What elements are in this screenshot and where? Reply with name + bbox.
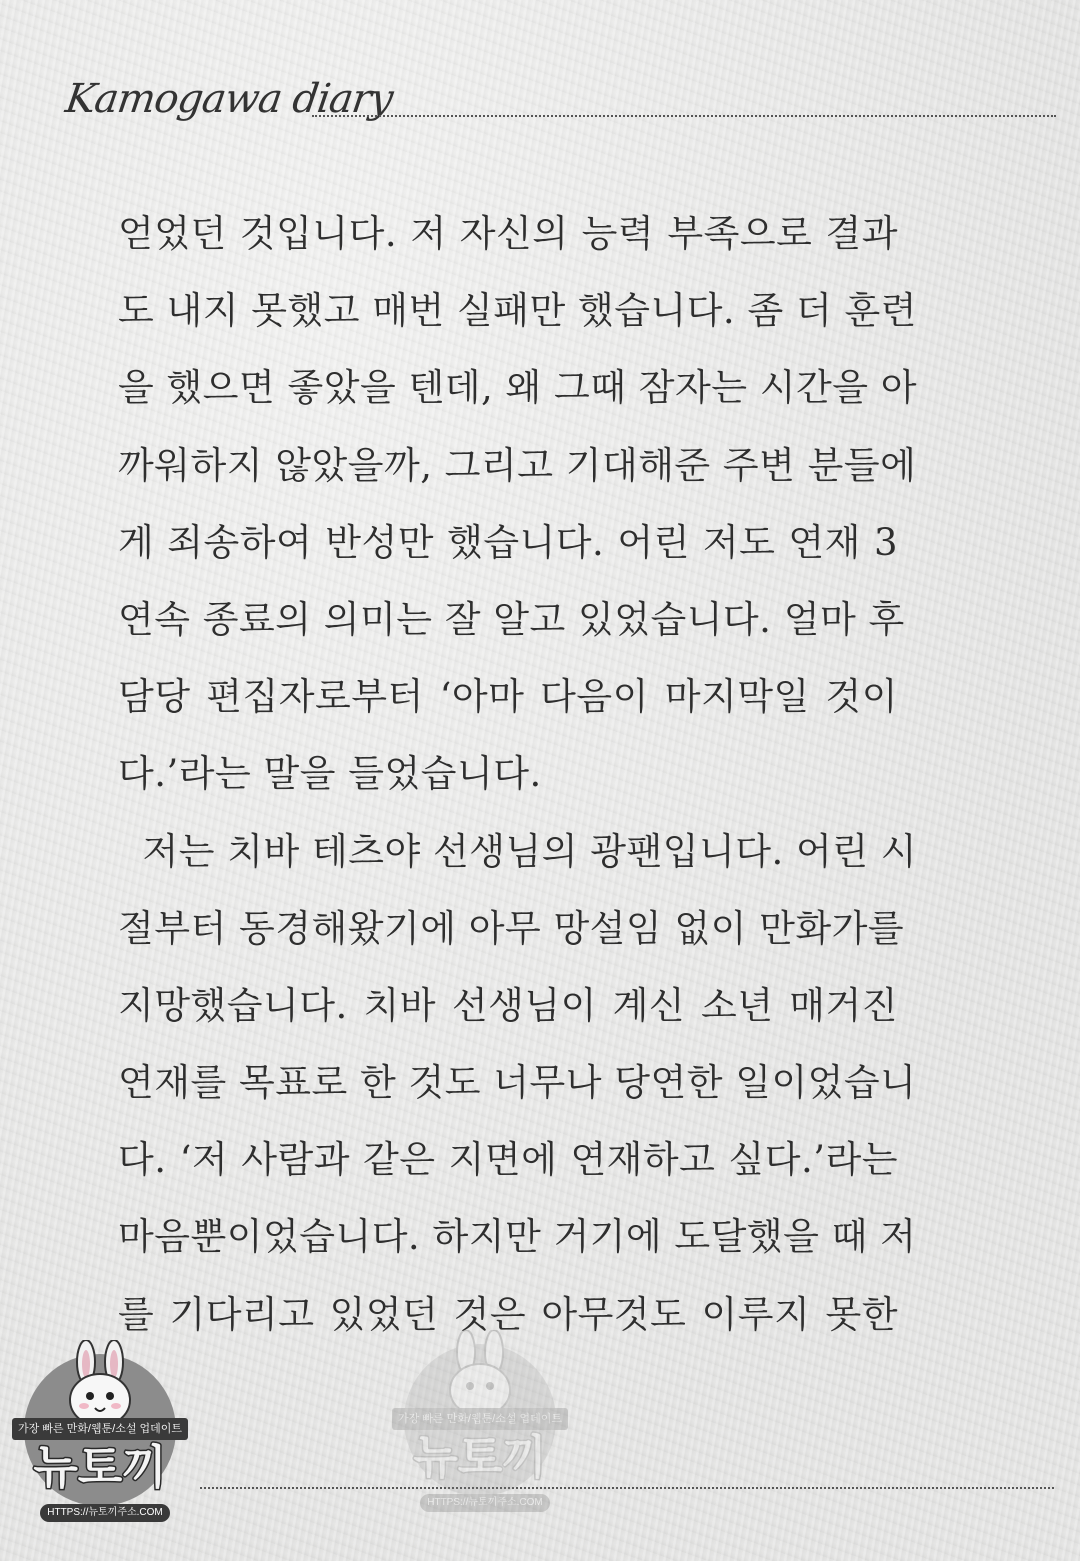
text-line: 다.’라는 말을 들었습니다. — [118, 752, 542, 796]
text-line: 다. ‘저 사람과 같은 지면에 연재하고 싶다.’라는 — [118, 1138, 898, 1182]
watermark-brand: 뉴토끼 — [413, 1430, 547, 1484]
text-line: 게 죄송하여 반성만 했습니다. 어린 저도 연재 3 — [118, 520, 898, 564]
header-dotted-rule — [312, 115, 1056, 117]
rabbit-mascot-icon — [50, 1340, 150, 1430]
diary-body — [118, 208, 917, 1366]
text-line: 얻었던 것입니다. 저 자신의 능력 부족으로 결과 — [118, 212, 898, 255]
text-line: 저는 치바 테츠야 선생님의 광팬입니다. 어린 시 — [118, 829, 917, 873]
text-line: 지망했습니다. 치바 선생님이 계신 소년 매거진 — [118, 983, 898, 1027]
text-line: 마음뿐이었습니다. 하지만 거기에 도달했을 때 저 — [118, 1215, 917, 1259]
watermark-badge-faint — [390, 1330, 570, 1510]
watermark-url: HTTPS://뉴토끼주소.COM — [40, 1504, 170, 1522]
diary-title: Kamogawa diary — [62, 76, 396, 122]
text-line: 을 했으면 좋았을 텐데, 왜 그때 잠자는 시간을 아 — [118, 366, 917, 410]
watermark-brand: 뉴토끼 — [33, 1440, 167, 1494]
watermark-badge — [10, 1340, 190, 1520]
watermark-tagline: 가장 빠른 만화/웹툰/소설 업데이트 — [392, 1408, 568, 1430]
watermark-url: HTTPS://뉴토끼주소.COM — [420, 1494, 550, 1512]
rabbit-mascot-icon — [430, 1330, 530, 1420]
page-header — [62, 62, 1056, 182]
watermark-tagline: 가장 빠른 만화/웹툰/소설 업데이트 — [12, 1418, 188, 1440]
text-line: 절부터 동경해왔기에 아무 망설임 없이 만화가를 — [118, 906, 905, 950]
text-line: 담당 편집자로부터 ‘아마 다음이 마지막일 것이 — [118, 675, 898, 719]
text-line: 까워하지 않았을까, 그리고 기대해준 주변 분들에 — [118, 443, 917, 487]
text-line: 연재를 목표로 한 것도 너무나 당연한 일이었습니 — [118, 1061, 917, 1105]
text-line: 도 내지 못했고 매번 실패만 했습니다. 좀 더 훈련 — [118, 289, 917, 333]
text-line: 연속 종료의 의미는 잘 알고 있었습니다. 얼마 후 — [118, 597, 905, 641]
text-line: 를 기다리고 있었던 것은 아무것도 이루지 못한 — [118, 1292, 898, 1336]
footer-dotted-rule — [200, 1487, 1054, 1489]
